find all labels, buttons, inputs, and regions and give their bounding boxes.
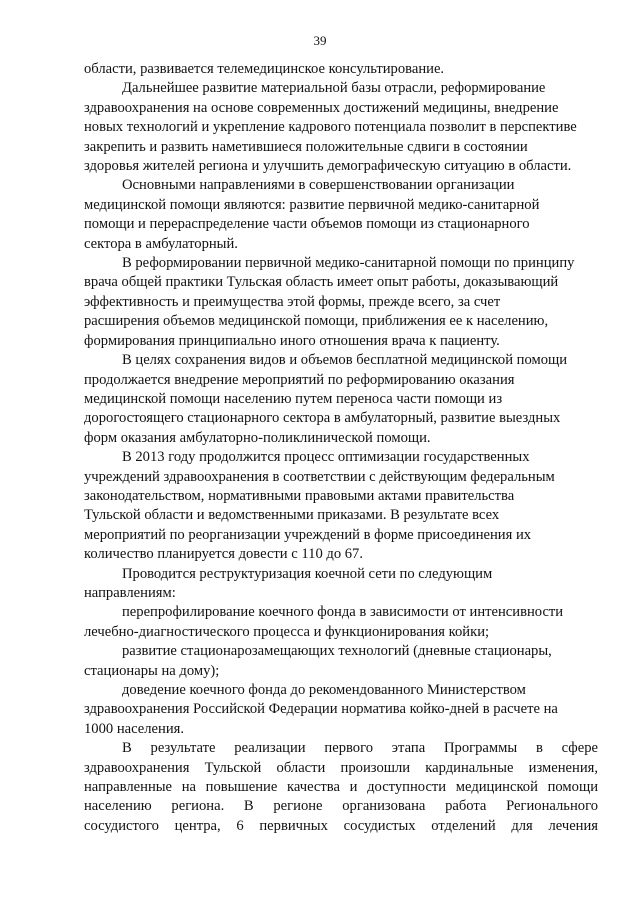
text-line: В 2013 году продолжится процесс оптимизации государственных [122,449,530,466]
paragraph [84,254,598,351]
text-line: сектора в амбулаторный. [84,235,238,252]
paragraph [84,739,598,836]
text-line: Тульской области и ведомственными приказами. В результате всех [84,507,500,524]
text-line: Дальнейшее развитие материальной базы отрасли, реформирование [122,80,546,97]
text-line: форм оказания амбулаторно-поликлинической помощи. [84,429,431,446]
page-number: 39 [313,33,327,48]
paragraph [84,448,598,564]
document-body [84,60,598,836]
text-line: здравоохранения Российской Федерации норматива койко-дней в расчете на [84,701,558,718]
text-line: медицинской помощи являются: развитие первичной медико-санитарной [84,196,540,213]
text-line: здравоохранения на основе современных достижений медицины, внедрение [84,99,559,116]
text-line: населению региона. В регионе организована работа Регионального [84,798,598,815]
text-line: Проводится реструктуризация коечной сети по следующим [122,565,493,582]
text-line: стационары на дому); [84,662,220,679]
text-line: Основными направлениями в совершенствовании организации [122,177,515,194]
text-line: здоровья жителей региона и улучшить демографическую ситуацию в области. [84,158,572,175]
paragraph [84,79,598,176]
text-line: формирования принципиально иного отношения врача к пациенту. [84,332,500,349]
list-item [84,603,598,642]
text-line: продолжается внедрение мероприятий по реформированию оказания [84,371,515,388]
text-line: мероприятий по реорганизации учреждений в форме присоединения их [84,526,532,543]
text-line: направленные на повышение качества и доступности медицинской помощи [84,779,598,796]
text-line: помощи и перераспределение части объемов помощи из стационарного [84,216,530,233]
text-line: развитие стационарозамещающих технологий (дневные стационары, [122,643,552,660]
text-line: эффективность и преимущества этой формы, прежде всего, за счет [84,293,501,310]
text-line: новых технологий и укрепление кадрового потенциала позволит в перспективе [84,119,577,136]
text-line: В целях сохранения видов и объемов бесплатной медицинской помощи [122,352,568,369]
list-item [84,642,598,681]
text-line: учреждений здравоохранения в соответствии с действующим федеральным [84,468,555,485]
text-line: расширения объемов медицинской помощи, приближения ее к населению, [84,313,549,330]
paragraph [84,565,598,604]
text-line: 1000 населения. [84,720,184,737]
text-line: направлениям: [84,584,176,601]
text-line: врача общей практики Тульская область имеет опыт работы, доказывающий [84,274,559,291]
text-line: доведение коечного фонда до рекомендованного Министерством [122,682,526,698]
text-line: В результате реализации первого этапа Программы в сфере [122,740,598,757]
text-line: лечебно-диагностического процесса и функционирования койки; [84,623,490,640]
text-line: В реформировании первичной медико-санитарной помощи по принципу [122,255,575,272]
text-line: здравоохранения Тульской области произошли кардинальные изменения, [84,759,598,776]
text-line: сосудистого центра, 6 первичных сосудистых отделений для лечения [84,817,598,834]
text-line: дорогостоящего стационарного сектора в амбулаторный, развитие выездных [84,410,561,427]
list-item [84,681,598,739]
text-line: области, развивается телемедицинское консультирование. [84,61,445,77]
text-line: медицинской помощи населению путем переноса части помощи из [84,390,503,407]
text-line: закрепить и развить наметившиеся положительные сдвиги в состоянии [84,138,528,155]
paragraph [84,60,598,79]
text-line: количество планируется довести с 110 до 67. [84,546,364,563]
paragraph [84,351,598,448]
paragraph [84,176,598,254]
text-line: перепрофилирование коечного фонда в зависимости от интенсивности [122,604,564,621]
text-line: законодательством, нормативными правовыми актами правительства [84,487,515,504]
